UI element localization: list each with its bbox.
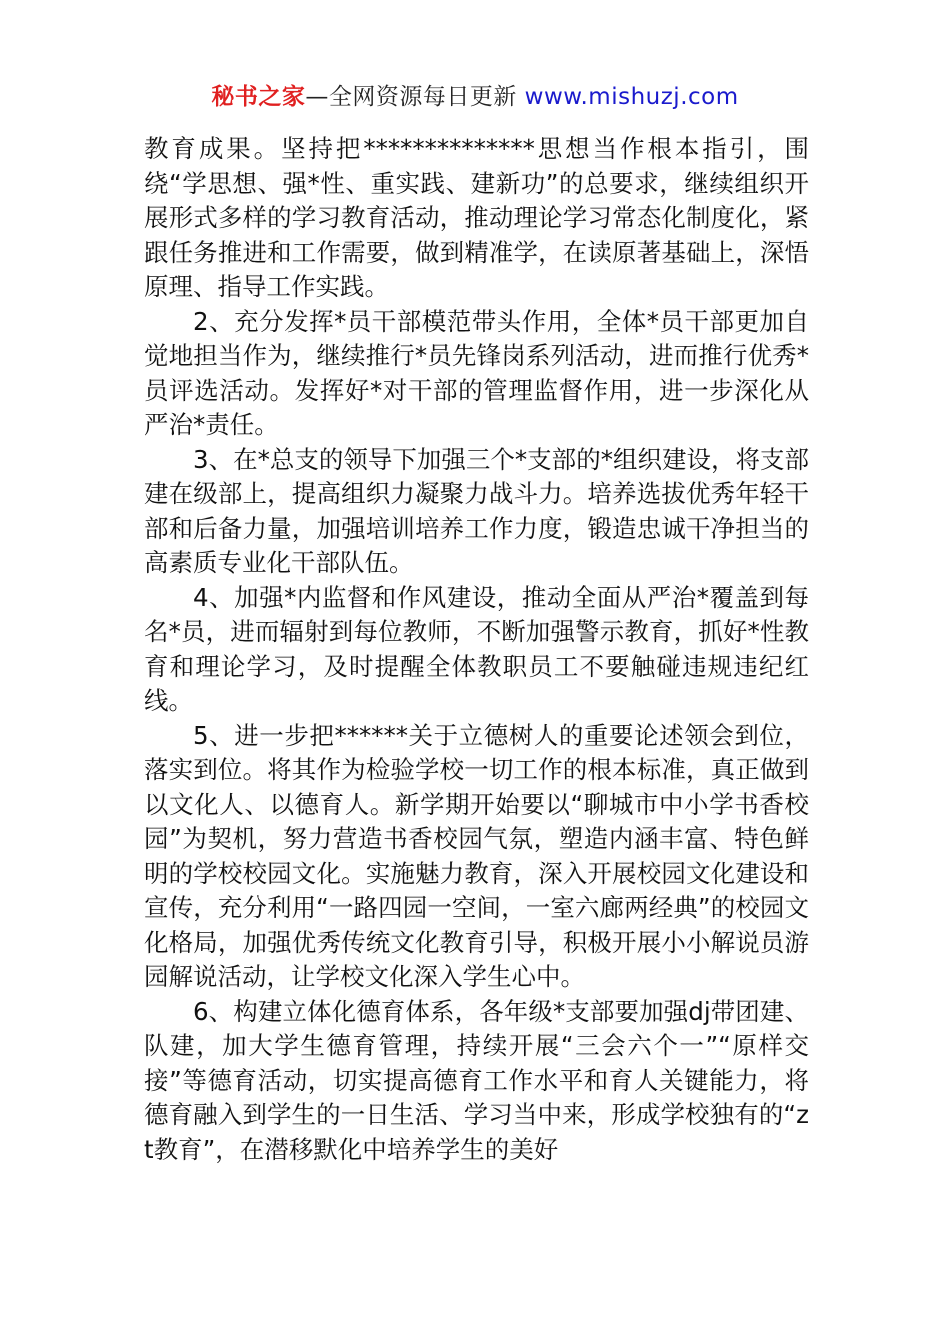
paragraph-item-5: 5、进一步把******关于立德树人的重要论述领会到位，落实到位。将其作为检验学校一切工作的根本标准，真正做到以文化人、以德育人。新学期开始要以“聊城市中小学书香校园”为契机，努力营造书香校园气氛，塑造内涵丰富、特色鲜明的学校校园文化。实施魅力教育，深入开展校园文化建设和宣传，充分利用“一路四园一空间，一室六廊两经典”的校园文化格局，加强优秀传统文化教育引导，积极开展小小解说员游园解说活动，让学校文化深入学生心中。 — [144, 720, 809, 991]
paragraph-item-6: 6、构建立体化德育体系，各年级*支部要加强dj带团建、队建，加大学生德育管理，持续开展“三会六个一”“原样交接”等德育活动，切实提高德育工作水平和育人关键能力，将德育融入到学生的一日生活、学习当中来，形成学校独有的“zt教育”，在潜移默化中培养学生的美好 — [144, 996, 809, 1164]
site-brand: 秘书之家 — [211, 84, 306, 110]
site-url-link[interactable]: www.mishuzj.com — [524, 84, 739, 110]
paragraph-item-4: 4、加强*内监督和作风建设，推动全面从严治*覆盖到每名*员，进而辐射到每位教师，不断加强警示教育，抓好*性教育和理论学习，及时提醒全体教职员工不要触碰违规违纪红线。 — [144, 582, 809, 715]
document-body — [144, 132, 809, 1167]
site-header — [0, 82, 950, 112]
paragraph-continuation: 教育成果。坚持把**************思想当作根本指引，围绕“学思想、强*性、重实践、建新功”的总要求，继续组织开展形式多样的学习教育活动，推动理论学习常态化制度化，紧跟任务推进和工作需要，做到精准学，在读原著基础上，深悟原理、指导工作实践。 — [144, 134, 809, 301]
paragraph-item-2: 2、充分发挥*员干部模范带头作用，全体*员干部更加自觉地担当作为，继续推行*员先锋岗系列活动，进而推行优秀*员评选活动。发挥好*对干部的管理监督作用，进一步深化从严治*责任。 — [144, 306, 809, 439]
paragraph-item-3: 3、在*总支的领导下加强三个*支部的*组织建设，将支部建在级部上，提高组织力凝聚力战斗力。培养选拔优秀年轻干部和后备力量，加强培训培养工作力度，锻造忠诚干净担当的高素质专业化干部队伍。 — [144, 444, 809, 577]
site-tagline: —全网资源每日更新 — [305, 84, 517, 110]
